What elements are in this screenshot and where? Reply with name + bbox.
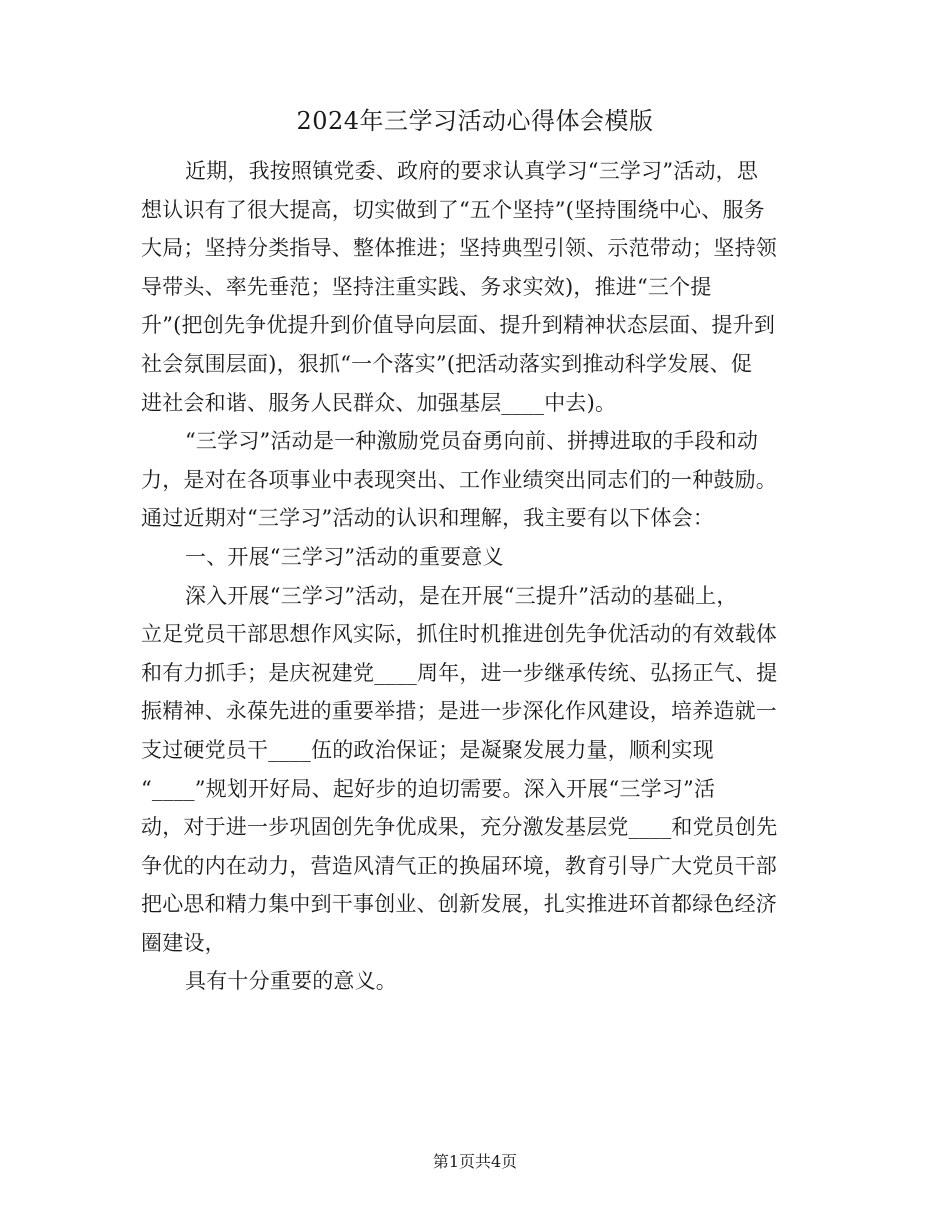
text-line: 动，对于进一步巩固创先争优成果，充分激发基层党____和党员创先 — [141, 815, 778, 840]
text-line: “____”规划开好局、起好步的迫切需要。深入开展“三学习”活 — [141, 776, 716, 801]
text-line: 立足党员干部思想作风实际，抓住时机推进创先争优活动的有效载体 — [141, 622, 777, 647]
document-title: 2024年三学习活动心得体会模版 — [296, 107, 654, 135]
text-line: 力，是对在各项事业中表现突出、工作业绩突出同志们的一种鼓励。 — [141, 467, 777, 492]
section-heading: 一、开展“三学习”活动的重要意义 — [185, 544, 504, 569]
text-line: 通过近期对“三学习”活动的认识和理解，我主要有以下体会： — [141, 506, 715, 531]
text-line: 具有十分重要的意义。 — [185, 969, 397, 994]
text-line: 争优的内在动力，营造风清气正的换届环境，教育引导广大党员干部 — [141, 853, 777, 878]
text-line: 导带头、率先垂范；坚持注重实践、务求实效)，推进“三个提 — [141, 274, 712, 299]
text-line: 深入开展“三学习”活动，是在开展“三提升”活动的基础上， — [185, 583, 738, 608]
text-line: 想认识有了很大提高，切实做到了“五个坚持”(坚持围绕中心、服务 — [141, 197, 765, 222]
text-line: 大局；坚持分类指导、整体推进；坚持典型引领、示范带动；坚持领 — [141, 236, 777, 261]
text-line: 进社会和谐、服务人民群众、加强基层____中去)。 — [141, 390, 617, 415]
text-line: 振精神、永葆先进的重要举措；是进一步深化作风建设，培养造就一 — [141, 699, 777, 724]
text-line: “三学习”活动是一种激励党员奋勇向前、拼搏进取的手段和动 — [185, 429, 759, 454]
document-body — [141, 152, 806, 1001]
text-line: 支过硬党员干____伍的政治保证；是凝聚发展力量，顺利实现 — [141, 737, 714, 762]
text-line: 升”(把创先争优提升到价值导向层面、提升到精神状态层面、提升到 — [141, 313, 776, 338]
text-line: 和有力抓手；是庆祝建党____周年，进一步继承传统、弘扬正气、提 — [141, 660, 778, 685]
text-line: 近期，我按照镇党委、政府的要求认真学习“三学习”活动，思 — [185, 159, 759, 183]
text-line: 圈建设， — [141, 930, 226, 955]
page-number: 第1页共4页 — [432, 1152, 518, 1171]
text-line: 把心思和精力集中到干事创业、创新发展，扎实推进环首都绿色经济 — [141, 892, 777, 917]
text-line: 社会氛围层面)，狠抓“一个落实”(把活动落实到推动科学发展、促 — [141, 351, 753, 376]
